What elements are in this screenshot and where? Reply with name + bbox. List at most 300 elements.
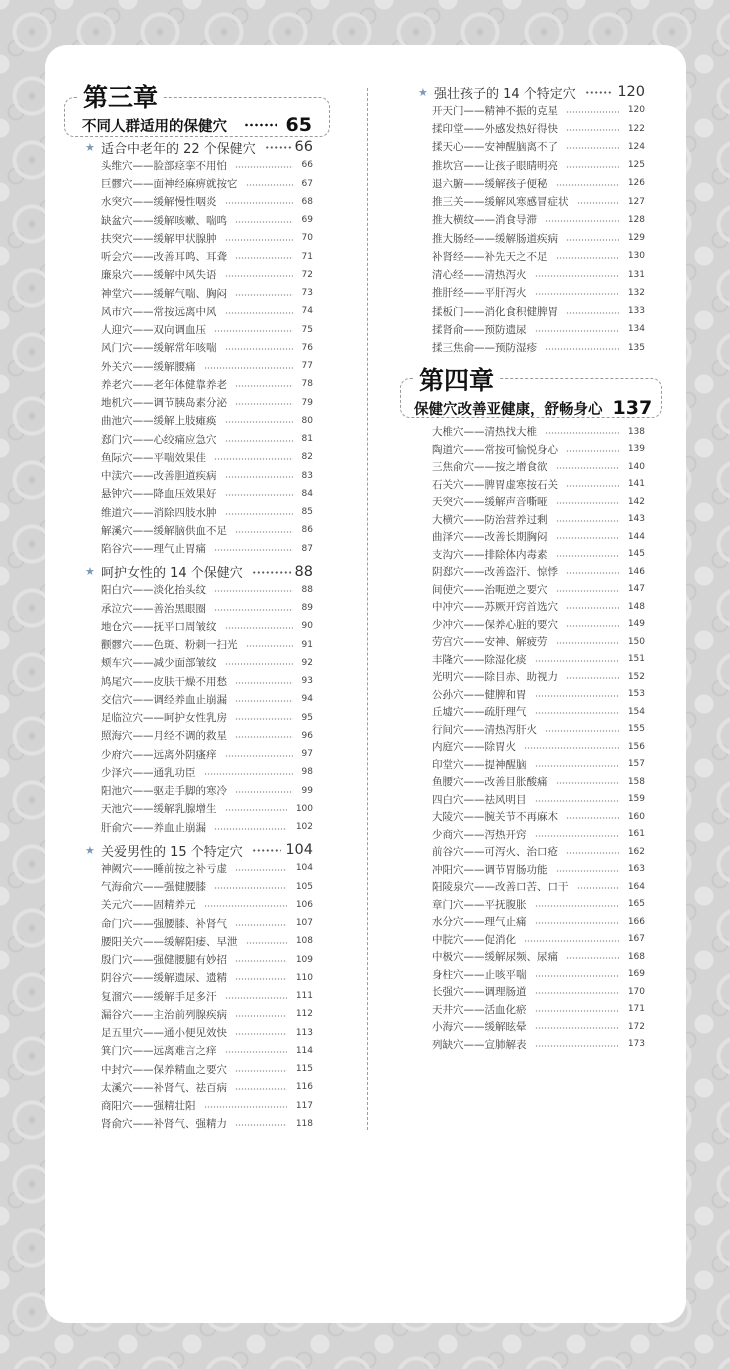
toc-entry — [418, 229, 645, 247]
dot-leader — [235, 736, 293, 738]
entry-page-number: 80 — [301, 415, 313, 426]
dot-leader — [225, 627, 293, 629]
dot-leader — [225, 997, 287, 999]
entry-page-number: 172 — [627, 1021, 645, 1032]
entry-title: 命门穴——强腰膝、补肾气 — [101, 917, 227, 930]
entry-page-number: 114 — [295, 1045, 313, 1056]
dot-leader — [566, 677, 619, 679]
entry-page-number: 132 — [627, 287, 645, 298]
entry-title: 少府穴——远离外阴瘙痒 — [101, 748, 217, 761]
toc-entry — [418, 441, 645, 459]
entry-page-number: 164 — [627, 881, 645, 892]
dot-leader — [566, 485, 619, 487]
entry-title: 退六腑——缓解孩子便秘 — [432, 177, 548, 190]
section-heading — [418, 83, 645, 101]
dot-leader — [204, 1106, 287, 1108]
dot-leader — [225, 312, 293, 314]
chapter-4-entry-list — [418, 423, 645, 1053]
toc-entry — [418, 773, 645, 791]
dot-leader — [225, 663, 293, 665]
entry-page-number: 125 — [627, 160, 645, 171]
entry-title: 印堂穴——提神醒脑 — [432, 758, 527, 771]
entry-title: 人迎穴——双向调血压 — [101, 324, 206, 337]
entry-page-number: 152 — [627, 671, 645, 682]
dot-leader — [252, 571, 291, 574]
dot-leader — [556, 870, 619, 872]
toc-entry — [418, 458, 645, 476]
dot-leader — [535, 922, 619, 924]
dot-leader — [556, 590, 619, 592]
dot-leader — [545, 432, 619, 434]
entry-title: 颧髎穴——色斑、粉刺一扫光 — [101, 639, 238, 652]
dot-leader — [235, 960, 287, 962]
toc-entry — [418, 826, 645, 844]
dot-leader — [556, 782, 619, 784]
dot-leader — [225, 755, 293, 757]
toc-entry — [418, 138, 645, 156]
chapter-3-subtitle: 不同人群适用的保健穴 — [82, 118, 227, 135]
star-icon: ★ — [85, 565, 95, 579]
dot-leader — [577, 887, 619, 889]
dot-leader — [235, 531, 293, 533]
entry-title: 少商穴——泻热开窍 — [432, 828, 527, 841]
entry-page-number: 113 — [295, 1027, 313, 1038]
entry-page-number: 165 — [627, 899, 645, 910]
dot-leader — [535, 1010, 619, 1012]
entry-title: 悬钟穴——降血压效果好 — [101, 488, 217, 501]
entry-page-number: 94 — [301, 694, 313, 705]
column-divider — [367, 88, 368, 1130]
entry-title: 足临泣穴——呵护女性乳房 — [101, 712, 227, 725]
toc-entry — [85, 1078, 313, 1096]
entry-title: 大横穴——防治营养过剩 — [432, 513, 548, 526]
entry-page-number: 92 — [301, 657, 313, 668]
entry-page-number: 153 — [627, 689, 645, 700]
toc-entry — [418, 686, 645, 704]
dot-leader — [235, 682, 293, 684]
dot-leader — [225, 239, 293, 241]
entry-title: 太溪穴——补肾气、祛百病 — [101, 1081, 227, 1094]
entry-title: 维道穴——消除四肢水肿 — [101, 506, 217, 519]
toc-entry — [85, 690, 313, 708]
entry-title: 巨髎穴——面神经麻痹就按它 — [101, 178, 238, 191]
entry-title: 曲池穴——缓解上肢瘫痪 — [101, 415, 217, 428]
entry-title: 推肝经——平肝泻火 — [432, 287, 527, 300]
entry-title: 承泣穴——善治黑眼圈 — [101, 602, 206, 615]
toc-entry — [418, 808, 645, 826]
toc-entry — [418, 913, 645, 931]
entry-title: 揉肾俞——预防遗尿 — [432, 323, 527, 336]
toc-entry — [85, 818, 313, 836]
entry-page-number: 88 — [301, 584, 313, 595]
toc-entry — [85, 503, 313, 521]
entry-page-number: 129 — [627, 233, 645, 244]
entry-title: 天池穴——缓解乳腺增生 — [101, 803, 217, 816]
dot-leader — [225, 494, 293, 496]
dot-leader — [235, 221, 293, 223]
entry-page-number: 81 — [301, 434, 313, 445]
entry-page-number: 87 — [301, 543, 313, 554]
entry-title: 推三关——缓解风寒感冒症状 — [432, 196, 569, 209]
dot-leader — [566, 957, 619, 959]
toc-entry — [85, 394, 313, 412]
dot-leader — [545, 730, 619, 732]
toc-entry — [418, 896, 645, 914]
toc-entry — [418, 528, 645, 546]
dot-leader — [545, 220, 619, 222]
dot-leader — [566, 625, 619, 627]
entry-title: 廉泉穴——缓解中风失语 — [101, 269, 217, 282]
entry-page-number: 162 — [627, 846, 645, 857]
toc-entry — [418, 1036, 645, 1054]
dot-leader — [235, 1015, 287, 1017]
dot-leader — [545, 348, 619, 350]
toc-entry — [418, 476, 645, 494]
dot-leader — [566, 607, 619, 609]
entry-title: 丰隆穴——除湿化痰 — [432, 653, 527, 666]
toc-entry — [418, 1001, 645, 1019]
entry-page-number: 99 — [301, 785, 313, 796]
dot-leader — [225, 275, 293, 277]
entry-title: 天井穴——活血化瘀 — [432, 1003, 527, 1016]
entry-page-number: 86 — [301, 525, 313, 536]
entry-title: 开天门——精神不振的克星 — [432, 104, 558, 117]
entry-title: 鱼际穴——平喘效果佳 — [101, 451, 206, 464]
entry-title: 交信穴——调经养血止崩漏 — [101, 693, 227, 706]
dot-leader — [235, 166, 293, 168]
toc-entry — [418, 247, 645, 265]
entry-page-number: 70 — [301, 233, 313, 244]
entry-title: 肾俞穴——补肾气、强精力 — [101, 1118, 227, 1131]
toc-entry — [85, 412, 313, 430]
toc-entry — [418, 633, 645, 651]
toc-entry — [85, 727, 313, 745]
dot-leader — [225, 348, 293, 350]
entry-title: 身柱穴——止咳平喘 — [432, 968, 527, 981]
toc-entry — [418, 156, 645, 174]
toc-entry — [85, 1060, 313, 1078]
toc-entry — [418, 738, 645, 756]
entry-title: 推大肠经——缓解肠道疾病 — [432, 232, 558, 245]
dot-leader — [214, 549, 293, 551]
entry-title: 复溜穴——缓解手足多汗 — [101, 990, 217, 1003]
toc-entry — [418, 983, 645, 1001]
dot-leader — [265, 146, 291, 149]
entry-title: 气海俞穴——强健腰膝 — [101, 881, 206, 894]
entry-page-number: 78 — [301, 379, 313, 390]
toc-entry — [418, 651, 645, 669]
entry-page-number: 126 — [627, 178, 645, 189]
dot-leader — [235, 403, 293, 405]
entry-page-number: 93 — [301, 676, 313, 687]
toc-entry — [85, 485, 313, 503]
toc-entry — [418, 948, 645, 966]
entry-page-number: 79 — [301, 397, 313, 408]
dot-leader — [566, 572, 619, 574]
section-heading — [85, 138, 313, 156]
dot-leader — [535, 992, 619, 994]
entry-title: 漏谷穴——主治前列腺疾病 — [101, 1008, 227, 1021]
entry-title: 陷谷穴——理气止胃痛 — [101, 543, 206, 556]
left-column-list — [85, 138, 313, 1133]
entry-page-number: 96 — [301, 730, 313, 741]
dot-leader — [235, 924, 287, 926]
entry-page-number: 143 — [627, 514, 645, 525]
entry-title: 列缺穴——宣肺解表 — [432, 1038, 527, 1051]
entry-title: 殷门穴——强健腰腿有妙招 — [101, 954, 227, 967]
toc-entry — [418, 302, 645, 320]
toc-entry — [85, 763, 313, 781]
dot-leader — [214, 590, 293, 592]
entry-title: 足五里穴——通小便见效快 — [101, 1027, 227, 1040]
dot-leader — [204, 905, 287, 907]
entry-title: 劳宫穴——安神、解疲劳 — [432, 636, 548, 649]
entry-title: 阳池穴——驱走手脚的寒冷 — [101, 785, 227, 798]
toc-entry — [85, 1042, 313, 1060]
entry-page-number: 155 — [627, 724, 645, 735]
entry-title: 缺盆穴——缓解咳嗽、喘鸣 — [101, 214, 227, 227]
toc-entry — [85, 467, 313, 485]
toc-entry — [85, 878, 313, 896]
entry-page-number: 75 — [301, 324, 313, 335]
entry-title: 冲阳穴——调节胃肠功能 — [432, 863, 548, 876]
entry-page-number: 112 — [295, 1009, 313, 1020]
dot-leader — [566, 852, 619, 854]
dot-leader — [225, 1051, 287, 1053]
dot-leader — [566, 129, 619, 131]
dot-leader — [225, 421, 293, 423]
entry-title: 鸠尾穴——皮肤干燥不用愁 — [101, 675, 227, 688]
toc-entry — [85, 1115, 313, 1133]
entry-title: 肝俞穴——养血止崩漏 — [101, 821, 206, 834]
dot-leader — [235, 1033, 287, 1035]
dot-leader — [535, 800, 619, 802]
section-page-number: 104 — [285, 842, 313, 859]
dot-leader — [535, 835, 619, 837]
entry-title: 中渎穴——改善胆道疾病 — [101, 470, 217, 483]
section-page-number: 88 — [294, 563, 313, 580]
dot-leader — [246, 942, 287, 944]
dot-leader — [535, 765, 619, 767]
entry-page-number: 169 — [627, 969, 645, 980]
entry-page-number: 148 — [627, 601, 645, 612]
entry-title: 曲泽穴——改善长期胸闷 — [432, 531, 548, 544]
entry-page-number: 115 — [295, 1064, 313, 1075]
entry-title: 养老穴——老年体健靠养老 — [101, 378, 227, 391]
entry-page-number: 85 — [301, 507, 313, 518]
entry-page-number: 154 — [627, 706, 645, 717]
section-title: 关爱男性的 15 个特定穴 — [101, 844, 243, 860]
star-icon: ★ — [85, 140, 95, 154]
entry-page-number: 170 — [627, 986, 645, 997]
dot-leader — [225, 513, 293, 515]
section-page-number: 66 — [294, 139, 313, 156]
entry-title: 少泽穴——通乳功臣 — [101, 766, 196, 779]
toc-entry — [85, 284, 313, 302]
toc-entry — [85, 266, 313, 284]
toc-entry — [85, 617, 313, 635]
dot-leader — [556, 184, 619, 186]
entry-title: 腰阳关穴——缓解阳痿、早泄 — [101, 935, 238, 948]
toc-entry — [85, 636, 313, 654]
entry-page-number: 100 — [295, 803, 313, 814]
dot-leader — [235, 1070, 287, 1072]
dot-leader — [556, 555, 619, 557]
dot-leader — [214, 828, 287, 830]
section-heading — [85, 563, 313, 581]
entry-title: 章门穴——平抚腹胀 — [432, 898, 527, 911]
toc-entry — [85, 672, 313, 690]
entry-title: 水分穴——理气止痛 — [432, 916, 527, 929]
dot-leader — [225, 809, 287, 811]
right-column-top-list — [418, 83, 645, 357]
chapter-4-subtitle: 保健穴改善亚健康，舒畅身心 — [414, 401, 603, 418]
dot-leader — [535, 660, 619, 662]
chapter-3-subtitle-row — [82, 115, 312, 135]
toc-entry — [418, 563, 645, 581]
entry-page-number: 147 — [627, 584, 645, 595]
entry-title: 支沟穴——排除体内毒素 — [432, 548, 548, 561]
toc-entry — [85, 782, 313, 800]
entry-title: 中冲穴——苏厥开窍首选穴 — [432, 601, 558, 614]
entry-page-number: 72 — [301, 269, 313, 280]
entry-page-number: 83 — [301, 470, 313, 481]
dot-leader — [535, 293, 619, 295]
dot-leader — [235, 718, 293, 720]
dot-leader — [235, 869, 287, 871]
entry-title: 阴郄穴——改善盗汗、惊悸 — [432, 566, 558, 579]
entry-page-number: 84 — [301, 488, 313, 499]
entry-page-number: 89 — [301, 603, 313, 614]
toc-entry — [85, 375, 313, 393]
toc-entry — [418, 721, 645, 739]
star-icon: ★ — [85, 843, 95, 857]
entry-page-number: 90 — [301, 621, 313, 632]
entry-page-number: 157 — [627, 759, 645, 770]
entry-page-number: 77 — [301, 361, 313, 372]
entry-title: 水突穴——缓解慢性咽炎 — [101, 196, 217, 209]
entry-page-number: 105 — [295, 881, 313, 892]
toc-entry — [418, 211, 645, 229]
toc-entry — [85, 430, 313, 448]
toc-entry — [418, 493, 645, 511]
entry-page-number: 149 — [627, 619, 645, 630]
chapter-4-header — [400, 366, 662, 419]
dot-leader — [535, 712, 619, 714]
entry-title: 阳陵泉穴——改善口苦、口干 — [432, 881, 569, 894]
toc-entry — [418, 616, 645, 634]
toc-entry — [418, 423, 645, 441]
entry-title: 清心经——清热泻火 — [432, 269, 527, 282]
entry-title: 少冲穴——保养心脏的要穴 — [432, 618, 558, 631]
dot-leader — [556, 537, 619, 539]
entry-title: 四白穴——祛风明目 — [432, 793, 527, 806]
entry-page-number: 138 — [627, 426, 645, 437]
star-icon: ★ — [418, 85, 428, 99]
toc-entry — [85, 357, 313, 375]
entry-page-number: 122 — [627, 123, 645, 134]
entry-title: 地仓穴——抚平口周皱纹 — [101, 620, 217, 633]
toc-entry — [418, 598, 645, 616]
entry-title: 行间穴——清热泻肝火 — [432, 723, 537, 736]
toc-entry — [418, 791, 645, 809]
entry-title: 关元穴——固精养元 — [101, 899, 196, 912]
entry-page-number: 166 — [627, 916, 645, 927]
section-heading — [85, 841, 313, 859]
entry-title: 丘墟穴——疏肝理气 — [432, 706, 527, 719]
entry-page-number: 151 — [627, 654, 645, 665]
toc-entry — [85, 1097, 313, 1115]
toc-entry — [418, 703, 645, 721]
toc-entry — [85, 175, 313, 193]
dot-leader — [566, 147, 619, 149]
entry-page-number: 135 — [627, 342, 645, 353]
dot-leader — [524, 940, 619, 942]
entry-page-number: 124 — [627, 141, 645, 152]
entry-title: 大陵穴——腕关节不再麻木 — [432, 811, 558, 824]
entry-title: 阳白穴——淡化抬头纹 — [101, 584, 206, 597]
chapter-4-subtitle-row — [414, 397, 653, 419]
entry-title: 推坎宫——让孩子眼睛明亮 — [432, 159, 558, 172]
toc-entry — [85, 914, 313, 932]
toc-entry — [418, 581, 645, 599]
dot-leader — [252, 849, 282, 852]
toc-entry — [418, 878, 645, 896]
section-title: 适合中老年的 22 个保健穴 — [101, 141, 256, 157]
dot-leader — [235, 257, 293, 259]
toc-entry — [85, 599, 313, 617]
entry-title: 陶道穴——常按可愉悦身心 — [432, 443, 558, 456]
entry-page-number: 116 — [295, 1082, 313, 1093]
toc-entry — [85, 1005, 313, 1023]
dot-leader — [566, 312, 619, 314]
dot-leader — [535, 1045, 619, 1047]
entry-page-number: 67 — [301, 178, 313, 189]
entry-page-number: 163 — [627, 864, 645, 875]
toc-entry — [85, 581, 313, 599]
entry-title: 风门穴——缓解常年咳喘 — [101, 342, 217, 355]
entry-title: 光明穴——除目赤、助视力 — [432, 671, 558, 684]
content-card — [45, 45, 686, 1323]
entry-title: 风市穴——常按远离中风 — [101, 305, 217, 318]
toc-entry — [85, 521, 313, 539]
dot-leader — [235, 294, 293, 296]
dot-leader — [556, 642, 619, 644]
entry-title: 补肾经——补先天之不足 — [432, 250, 548, 263]
entry-title: 听会穴——改善耳鸣、耳聋 — [101, 251, 227, 264]
entry-page-number: 104 — [295, 863, 313, 874]
entry-page-number: 111 — [295, 991, 313, 1002]
entry-title: 揉板门——消化食积健脾胃 — [432, 305, 558, 318]
toc-entry — [418, 668, 645, 686]
toc-entry — [418, 101, 645, 119]
entry-title: 照海穴——月经不调的救星 — [101, 730, 227, 743]
dot-leader — [524, 747, 619, 749]
entry-page-number: 134 — [627, 324, 645, 335]
entry-page-number: 127 — [627, 196, 645, 207]
toc-entry — [85, 951, 313, 969]
toc-entry — [418, 339, 645, 357]
toc-entry — [85, 156, 313, 174]
dot-leader — [225, 440, 293, 442]
entry-page-number: 168 — [627, 951, 645, 962]
dot-leader — [566, 166, 619, 168]
entry-title: 前谷穴——可泻火、治口疮 — [432, 846, 558, 859]
dot-leader — [585, 91, 614, 94]
toc-entry — [418, 1018, 645, 1036]
entry-title: 外关穴——缓解腰痛 — [101, 360, 196, 373]
entry-title: 推大横纹——消食导滞 — [432, 214, 537, 227]
